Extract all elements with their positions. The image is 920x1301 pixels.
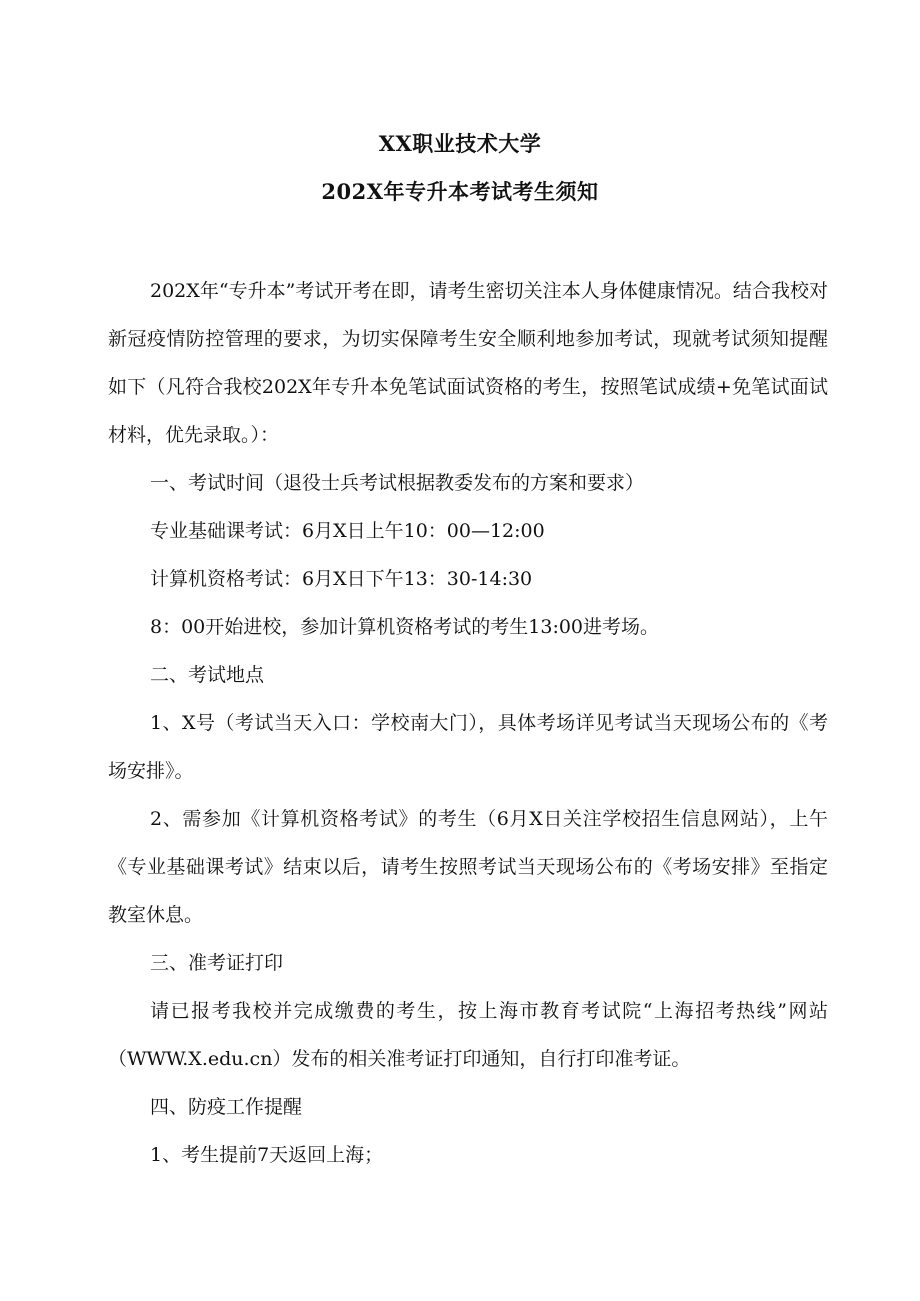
- exam-location-item-2: 2、需参加《计算机资格考试》的考生（6月X日关注学校招生信息网站），上午《专业基础课考试》结束以后，请考生按照考试当天现场公布的《考场安排》至指定教室休息。: [108, 808, 828, 926]
- section-heading-epidemic-reminder: 四、防疫工作提醒: [150, 1096, 303, 1118]
- notice-title: 202X年专升本考试考生须知: [321, 179, 599, 204]
- section-heading-exam-time: 一、考试时间（退役士兵考试根据教委发布的方案和要求）: [150, 472, 645, 494]
- intro-paragraph: 202X年“专升本”考试开考在即，请考生密切关注本人身体健康情况。结合我校对新冠疫情防控管理的要求，为切实保障考生安全顺利地参加考试，现就考试须知提醒如下（凡符合我校202X年专升本免笔试面试资格的考生，按照笔试成绩+免笔试面试材料，优先录取。）：: [108, 280, 828, 446]
- epidemic-reminder-item-1: 1、考生提前7天返回上海；: [150, 1144, 384, 1166]
- exam-location-item-1: 1、X号（考试当天入口：学校南大门），具体考场详见考试当天现场公布的《考场安排》。: [108, 712, 828, 782]
- school-title: XX职业技术大学: [378, 131, 542, 156]
- notice-body: [108, 267, 828, 1179]
- exam-time-computer: 计算机资格考试：6月X日下午13：30-14:30: [150, 568, 533, 590]
- section-heading-exam-location: 二、考试地点: [150, 664, 265, 686]
- admission-ticket-paragraph: 请已报考我校并完成缴费的考生，按上海市教育考试院“上海招考热线”网站（WWW.X.edu.cn）发布的相关准考证打印通知，自行打印准考证。: [108, 1000, 828, 1070]
- entry-time-note: 8：00开始进校，参加计算机资格考试的考生13:00进考场。: [150, 616, 660, 638]
- section-heading-admission-ticket: 三、准考证打印: [150, 952, 284, 974]
- exam-time-professional: 专业基础课考试：6月X日上午10：00—12:00: [150, 520, 545, 542]
